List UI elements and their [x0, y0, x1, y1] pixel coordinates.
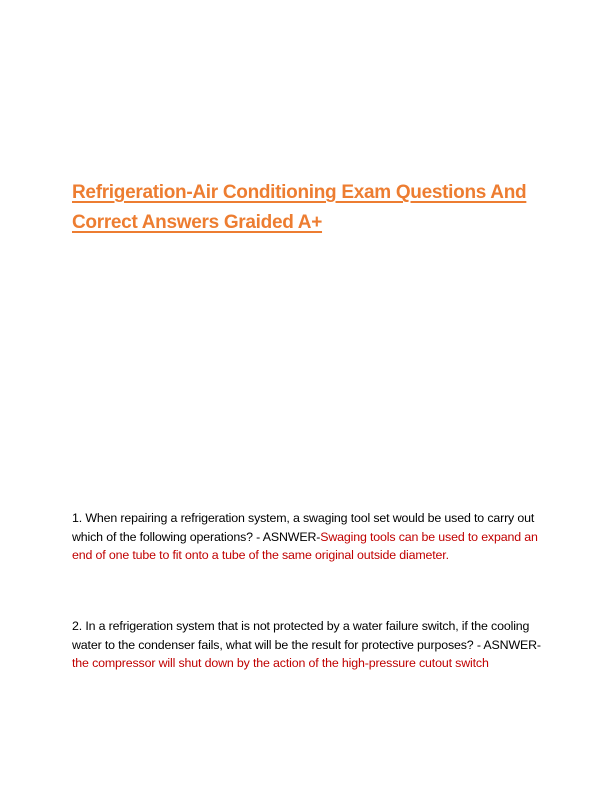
document-title: Refrigeration-Air Conditioning Exam Questions And Correct Answers Graided A+	[72, 182, 527, 233]
question-text: 2. In a refrigeration system that is not protected by a water failure switch, if the cooling water to the condenser fails, what will be the result for protective purposes? - ASNWER-	[72, 619, 541, 652]
question-item	[72, 617, 542, 673]
question-text: 1. When repairing a refrigeration system, a swaging tool set would be used to carry out which of the following operations? - ASNWER-	[72, 511, 535, 544]
answer-text: the compressor will shut down by the action of the high-pressure cutout switch	[72, 656, 489, 670]
question-item	[72, 509, 542, 565]
answer-text: Swaging tools can be used to expand an end of one tube to fit onto a tube of the same original outside diameter.	[72, 529, 538, 562]
